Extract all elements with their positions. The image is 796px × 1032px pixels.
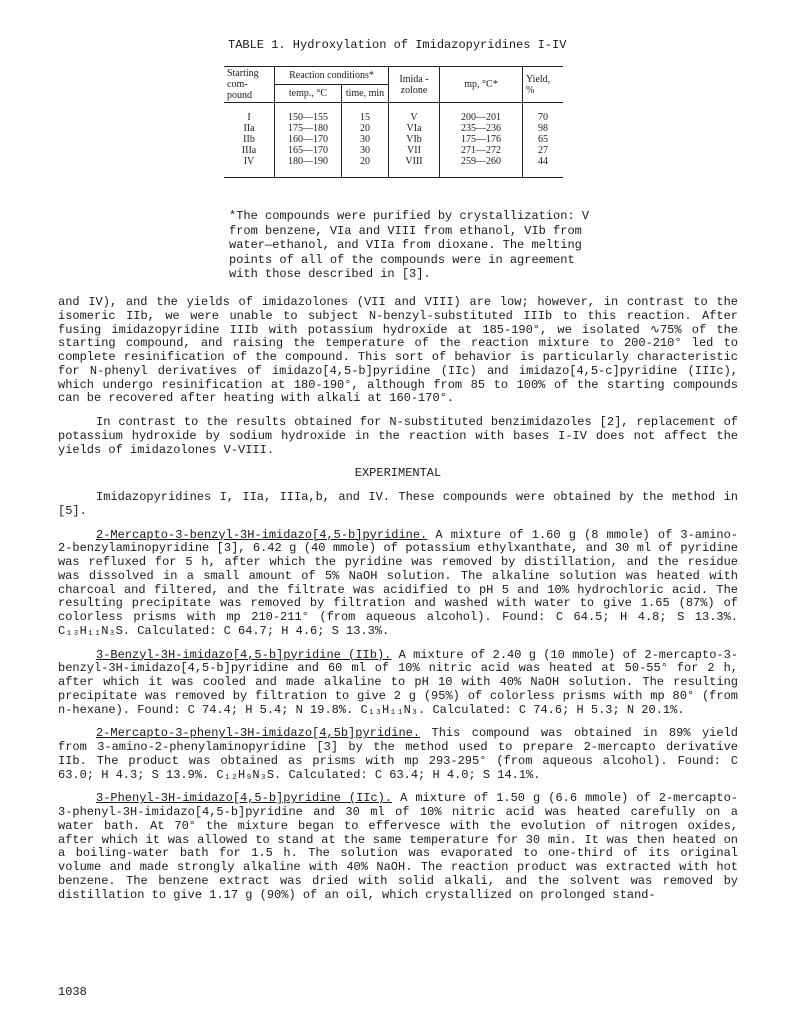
col-mp: mp, °C* — [440, 67, 523, 103]
paragraph — [58, 649, 738, 718]
table-row — [224, 123, 563, 134]
cell-compound: IIb — [243, 134, 255, 145]
cell-imidazolone: VIII — [389, 156, 440, 178]
table-caption: TABLE 1. Hydroxylation of Imidazopyridines I-IV — [228, 38, 567, 52]
col-imidazolone: Imida - zolone — [389, 67, 440, 103]
col-temp: temp., °C — [275, 85, 342, 103]
table-row — [224, 103, 563, 124]
cell-time: 30 — [342, 134, 389, 145]
cell-yield: 98 — [523, 123, 564, 134]
cell-temp: 165—170 — [275, 145, 342, 156]
cell-time: 20 — [342, 123, 389, 134]
col-yield: Yield, % — [523, 67, 564, 103]
cell-mp: 235—236 — [440, 123, 523, 134]
cell-imidazolone: VIa — [389, 123, 440, 134]
section-heading: EXPERIMENTAL — [354, 466, 442, 481]
cell-yield: 27 — [523, 145, 564, 156]
hydroxylation-table — [224, 66, 563, 178]
paragraph — [58, 727, 738, 782]
paragraph-text: A mixture of 1.50 g (6.6 mmole) of 2-mercapto-3-phenyl-3H-imidazo[4,5-b]pyridine and 30 ml of 10% nitric acid was heated carefully on a water bath. At 70° the mixture began to effervesce with the evolution of nitrogen oxides, after which it was allowed to stand at the same temperature for 30 min. It was then heated on a boiling-water bath for 1.5 h. The solution was evaporated to one-third of its original volume and made strongly alkaline with 40% NaOH. The reaction product was extracted with hot benzene. The benzene extract was dried with solid alkali, and the solvent was removed by distillation to give 1.17 g (90%) of an oil, which crystallized on prolonged stand- — [58, 791, 738, 902]
cell-imidazolone: VII — [389, 145, 440, 156]
compound-title: 3-Phenyl-3H-imidazo[4,5-b]pyridine (IIc). — [96, 791, 393, 806]
compound-title: 3-Benzyl-3H-imidazo[4,5-b]pyridine (IIb). — [96, 647, 392, 662]
paragraph-text: A mixture of 2.40 g (10 mmole) of 2-mercapto-3-benzyl-3H-imidazo[4,5-b]pyridine and 60 ml of 10% nitric acid was heated at 50-55° for 2 h, after which it was cooled and made alkaline to pH 10 with 40% NaOH solution. The resulting precipitate was removed by filtration to give 2 g (95%) of colorless prisms with mp 80° (from n-hexane). Found: C 74.4; H 5.4; N 19.8%. C₁₃H₁₁N₃. Calculated: C 74.6; H 5.3; N 20.1%. — [58, 647, 738, 717]
cell-time: 15 — [342, 103, 389, 124]
table-row — [224, 145, 563, 156]
cell-temp: 160—170 — [275, 134, 342, 145]
cell-mp: 259—260 — [440, 156, 523, 178]
cell-compound: IV — [243, 156, 255, 167]
cell-temp: 175—180 — [275, 123, 342, 134]
paragraph: In contrast to the results obtained for N-substituted benzimidazoles [2], replacement of potassium hydroxide by sodium hydroxide in the reaction with bases I-IV does not affect the yields of imidazolones V-VIII. — [58, 415, 738, 457]
paragraph — [58, 792, 738, 902]
cell-yield: 70 — [523, 103, 564, 124]
cell-imidazolone: VIb — [389, 134, 440, 145]
paragraph: and IV), and the yields of imidazolones (VII and VIII) are low; however, in contrast to the isomeric IIb, we were unable to subject N-benzyl-substituted IIIb to this reaction. After fusing imidazopyridine IIIb with potassium hydroxide at 185-190°, we isolated ∿75% of the starting compound, and raising the temperature of the reaction mixture to 200-210° led to complete resinification of the compound. This sort of behavior is particularly characteristic for N-phenyl derivatives of imidazo[4,5-b]pyridine (IIc) and imidazo[4,5-c]pyridine (IIIc), which undergo resinification at 180-190°, although from 85 to 100% of the starting compounds can be recovered after heating with alkali at 160-170°. — [58, 295, 738, 406]
col-starting-compound: Starting com- pound — [224, 67, 275, 103]
table-row — [224, 134, 563, 145]
page-number: 1038 — [58, 985, 87, 999]
paragraph: Imidazopyridines I, IIa, IIIa,b, and IV. These compounds were obtained by the method in [5]. — [58, 490, 738, 518]
cell-time: 30 — [342, 145, 389, 156]
table-row — [224, 156, 563, 178]
paragraph-text: This compound was obtained in 89% yield from 3-amino-2-phenylaminopyridine [3] by the method used to prepare 2-mercapto derivative IIb. The product was obtained as prisms with mp 293-295° (from aqueous alcohol). Found: C 63.0; H 4.3; S 13.9%. C₁₂H₉N₃S. Calculated: C 63.4; H 4.0; S 14.1%. — [58, 726, 738, 782]
cell-temp: 180—190 — [275, 156, 342, 178]
paragraph-text: A mixture of 1.60 g (8 mmole) of 3-amino-2-benzylaminopyridine [3], 6.42 g (40 mmole) of potassium ethylxanthate, and 30 ml of pyridine was refluxed for 5 h, after which the pyridine was removed by distillation, and the residue was dissolved in a small amount of 5% NaOH solution. The alkaline solution was heated with charcoal and filtered, and the filtrate was acidified to pH 5 and 10% hydrochloric acid. The resulting precipitate was removed by filtration and washed with water to give 1.65 (87%) of colorless prisms with mp 210-211° (from aqueous alcohol). Found: C 64.5; H 4.8; S 13.3%. C₁₃H₁₁N₃S. Calculated: C 64.7; H 4.6; S 13.3%. — [58, 527, 738, 638]
paragraph — [58, 529, 738, 639]
cell-mp: 200—201 — [440, 103, 523, 124]
compound-title: 2-Mercapto-3-phenyl-3H-imidazo[4,5b]pyridine. — [96, 726, 421, 741]
table-footnote: *The compounds were purified by crystallization: V from benzene, VIa and VIII from ethanol, VIb from water—ethanol, and VIIa from dioxane. The melting points of all of the compounds were in agreement with those described in [3]. — [229, 209, 590, 282]
cell-yield: 65 — [523, 134, 564, 145]
compound-title: 2-Mercapto-3-benzyl-3H-imidazo[4,5-b]pyridine. — [96, 527, 428, 542]
cell-mp: 271—272 — [440, 145, 523, 156]
cell-yield: 44 — [523, 156, 564, 178]
cell-temp: 150—155 — [275, 103, 342, 124]
cell-compound: IIIa — [241, 145, 257, 156]
cell-compound: I — [247, 112, 251, 123]
col-reaction-conditions: Reaction conditions* — [275, 67, 389, 85]
cell-imidazolone: V — [389, 103, 440, 124]
cell-mp: 175—176 — [440, 134, 523, 145]
body-text — [58, 296, 738, 902]
cell-time: 20 — [342, 156, 389, 178]
cell-compound: IIa — [243, 123, 255, 134]
col-time: time, min — [342, 85, 389, 103]
